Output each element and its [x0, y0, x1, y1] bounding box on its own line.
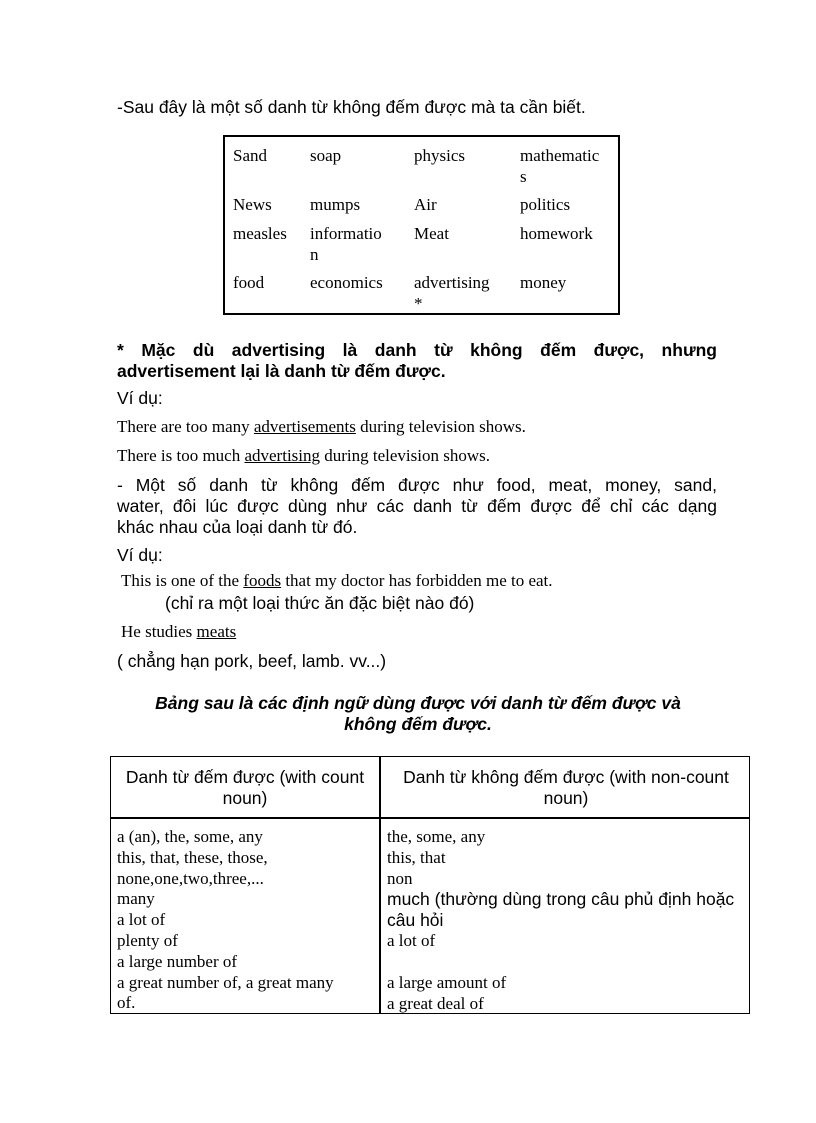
list-item: a large amount of	[387, 972, 507, 992]
example-keyword: foods	[243, 571, 282, 590]
list-item: this, that	[387, 847, 446, 867]
example-text: He studies	[121, 622, 197, 641]
section-title-line-1: Bảng sau là các định ngữ dùng được với danh từ đếm được và	[155, 693, 681, 713]
list-item: a (an), the, some, any	[117, 827, 263, 846]
example-note: (chỉ ra một loại thức ăn đặc biệt nào đó)	[165, 593, 475, 613]
table-cell: soap	[310, 146, 342, 165]
header-uncountable: Danh từ không đếm được (with non-count noun)	[403, 767, 729, 808]
example-keyword: advertisements	[253, 417, 356, 436]
table-cell: economics	[310, 273, 383, 292]
table-cell: Air	[414, 195, 437, 214]
example-sentence-4	[121, 622, 236, 642]
list-item: none,one,two,three,...	[117, 868, 264, 888]
example-sentence-1	[117, 417, 526, 437]
table-cell: Sand	[233, 146, 267, 165]
list-item: much (thường dùng trong câu phủ định hoặc câu hỏi	[387, 889, 735, 931]
example-sentence-3	[121, 571, 553, 591]
list-item: a lot of	[117, 910, 166, 930]
list-item: many	[117, 889, 155, 909]
example-text: that my doctor has forbidden me to eat.	[281, 571, 553, 590]
example-keyword: advertising	[244, 446, 321, 465]
example-keyword: meats	[196, 622, 237, 641]
countable-determiners-list	[117, 827, 373, 1014]
example-sentence-2	[117, 446, 490, 466]
header-countable: Danh từ đếm được (with count noun)	[125, 767, 365, 808]
table-cell: mathematic s	[520, 146, 600, 186]
uncountable-determiners-list	[387, 827, 737, 1015]
paragraph-line-3: khác nhau của loại danh từ đó.	[117, 517, 358, 537]
list-item: this, that, these, those,	[117, 847, 268, 867]
header-divider	[111, 817, 749, 819]
paragraph-line-1: - Một số danh từ không đếm được như food, meat, money, sand,	[117, 475, 717, 495]
example-label: Ví dụ:	[117, 545, 163, 565]
table-cell: advertising *	[414, 273, 490, 313]
table-cell: News	[233, 195, 272, 214]
list-item: a large number of	[117, 951, 238, 971]
table-cell: money	[520, 273, 567, 292]
table-cell: Meat	[414, 224, 449, 243]
column-divider	[379, 757, 381, 1013]
example-label: Ví dụ:	[117, 388, 163, 408]
example-text: during television shows.	[320, 446, 491, 465]
list-item: plenty of	[117, 930, 178, 950]
uncountable-nouns-table	[223, 135, 620, 315]
list-item	[387, 952, 737, 973]
list-item: the, some, any	[387, 827, 486, 846]
table-cell: mumps	[310, 195, 361, 214]
list-item: a lot of	[387, 931, 436, 951]
table-cell: food	[233, 273, 265, 292]
example-text: There is too much	[117, 446, 245, 465]
table-cell: politics	[520, 195, 571, 214]
table-cell: physics	[414, 146, 465, 165]
paragraph-line-2: water, đôi lúc được dùng như các danh từ đếm được để chỉ các dạng	[117, 496, 717, 516]
table-cell: homework	[520, 224, 593, 243]
table-cell: informatio n	[310, 224, 382, 264]
example-note: ( chẳng hạn pork, beef, lamb. vv...)	[117, 651, 387, 671]
example-text: There are too many	[117, 417, 254, 436]
example-text: during television shows.	[355, 417, 526, 436]
list-item: a great number of, a great many	[117, 972, 334, 992]
example-text: This is one of the	[121, 571, 244, 590]
intro-text: -Sau đây là một số danh từ không đếm được mà ta cần biết.	[117, 97, 586, 117]
note-line-1: * Mặc dù advertising là danh từ không đếm được, nhưng	[117, 340, 717, 360]
section-title-line-2: không đếm được.	[344, 714, 492, 734]
list-item: of.	[117, 993, 136, 1013]
determiners-table	[110, 756, 750, 1014]
list-item: non	[387, 868, 413, 888]
table-cell: measles	[233, 224, 287, 243]
list-item: a great deal of	[387, 993, 484, 1013]
note-line-2: advertisement lại là danh từ đếm được.	[117, 361, 446, 381]
